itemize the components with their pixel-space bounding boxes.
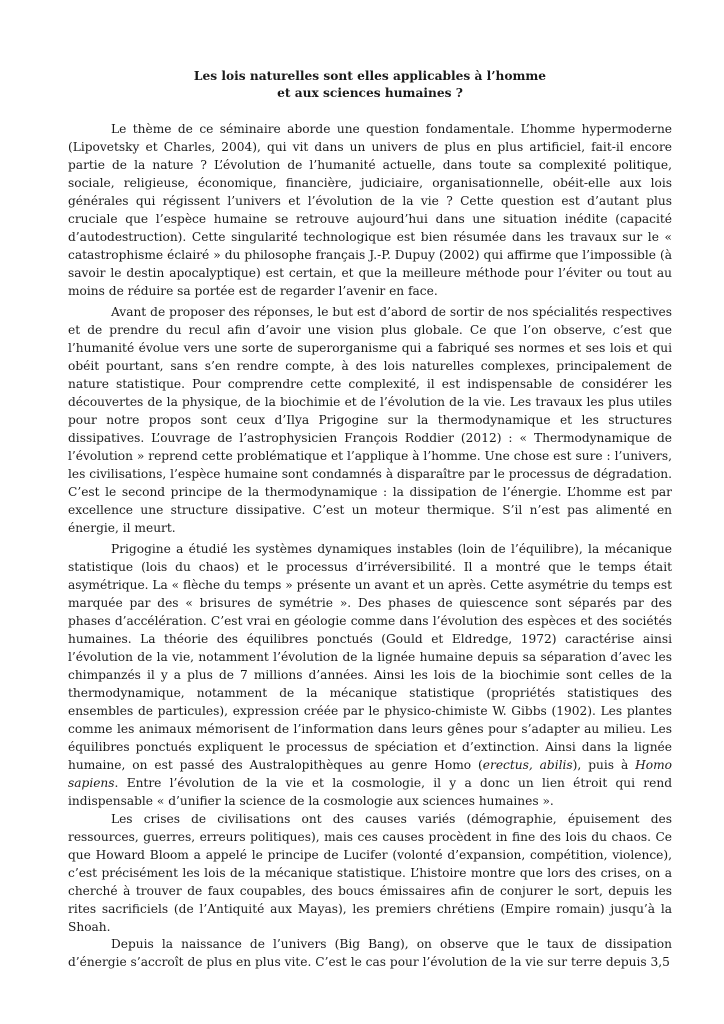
paragraph-crises: Les crises de civilisations ont des causes variés (démographie, épuisement des ressources, guerres, erreurs politiques), mais ces causes procèdent in fine des lois du chaos. Ce que Howard Bloom a appelé le principe de Lucifer (volonté d’expansion, compétition, violence), c’est précisément les lois de la mécanique statistique. L’histoire montre que lors des crises, on a cherché à trouver de faux coupables, des boucs émissaires afin de conjurer le sort, depuis les rites sacrificiels (de l’Antiquité aux Mayas), les premiers chrétiens (Empire romain) jusqu’à la Shoah. bbox=[68, 812, 672, 934]
paragraph-approach: Avant de proposer des réponses, le but est d’abord de sortir de nos spécialités respectives et de prendre du recul afin d’avoir une vision plus globale. Ce que l’on observe, c’est que l’humanité évolue vers une sorte de superorganisme qui a fabriqué ses normes et ses lois et qui obéit pourtant, sans s’en rendre compte, à des lois naturelles complexes, principalement de nature statistique. Pour comprendre cette complexité, il est indispensable de considérer les découvertes de la physique, de la biochimie et de l’évolution de la vie. Les travaux les plus utiles pour notre propos sont ceux d’Ilya Prigogine sur la thermodynamique et les structures dissipatives. L’ouvrage de l’astrophysicien François Roddier (2012) : « Thermodynamique de l’évolution » reprend cette problématique et l’applique à l’homme. Une chose est sure : l’univers, les civilisations, l’espèce humaine sont condamnés à disparaître par le processus de dégradation. C’est le second principe de la thermodynamique : la dissipation de l’énergie. L’homme est par excellence une structure dissipative. C’est un moteur thermique. S’il n’est pas alimenté en énergie, il meurt. bbox=[68, 305, 672, 535]
title-line-2: et aux sciences humaines ? bbox=[277, 86, 463, 100]
paragraph-prigogine-part-c: . Entre l’évolution de la vie et la cosmologie, il y a donc un lien étroit qui rend indispensable « d’unifier la science de la cosmologie aux sciences humaines ». bbox=[68, 776, 672, 808]
paragraph-big-bang: Depuis la naissance de l’univers (Big Bang), on observe que le taux de dissipation d’énergie s’accroît de plus en plus vite. C’est le cas pour l’évolution de la vie sur terre depuis 3,5 bbox=[68, 937, 672, 969]
paragraph-prigogine-part-b: ), puis à bbox=[572, 758, 636, 772]
paragraph-prigogine-part-a: Prigogine a étudié les systèmes dynamiques instables (loin de l’équilibre), la mécanique statistique (lois du chaos) et le processus d’irréversibilité. Il a montré que le temps était asymétrique. La « flèche du temps » présente un avant et un après. Cette asymétrie du temps est marquée par des « brisures de symétrie ». Des phases de quiescence sont séparés par des phases d’accélération. C’est vrai en géologie comme dans l’évolution des espèces et des sociétés humaines. La théorie des équilibres ponctués (Gould et Eldredge, 1972) caractérise ainsi l’évolution de la vie, notamment l’évolution de la lignée humaine depuis sa séparation d’avec les chimpanzés il y a plus de 7 millions d’années. Ainsi les lois de la biochimie sont celles de la thermodynamique, notamment de la mécanique statistique (propriétés statistiques des ensembles de particules), expression créée par le physico-chimiste W. Gibbs (1902). Les plantes comme les animaux mémorisent de l’information dans leurs gênes pour s’adapter au milieu. Les équilibres ponctués expliquent le processus de spéciation et d’extinction. Ainsi dans la lignée humaine, on est passé des Australopithèques au genre Homo ( bbox=[68, 542, 672, 772]
paragraph-intro: Le thème de ce séminaire aborde une question fondamentale. L’homme hypermoderne (Lipovetsky et Charles, 2004), qui vit dans un univers de plus en plus artificiel, fait-il encore partie de la nature ? L’évolution de l’humanité actuelle, dans toute sa complexité politique, sociale, religieuse, économique, financière, judiciaire, organisationnelle, obéit-elle aux lois générales qui régissent l’univers et l’évolution de la vie ? Cette question est d’autant plus cruciale que l’espèce humaine se retrouve aujourd’hui dans une situation inédite (capacité d’autodestruction). Cette singularité technologique est bien résumée dans les travaux sur le « catastrophisme éclairé » du philosophe français J.-P. Dupuy (2002) qui affirme que l’impossible (à savoir le destin apocalyptique) est certain, et que la meilleure méthode pour l’éviter ou tout au moins de réduire sa portée est de regarder l’avenir en face. bbox=[68, 122, 672, 298]
paragraph-prigogine bbox=[68, 540, 672, 810]
homo-sapiens: Homo sapiens bbox=[68, 758, 673, 790]
document-title bbox=[68, 68, 672, 102]
species-names: erectus, abilis bbox=[482, 758, 573, 772]
title-line-1: Les lois naturelles sont elles applicables à l’homme bbox=[193, 69, 547, 83]
